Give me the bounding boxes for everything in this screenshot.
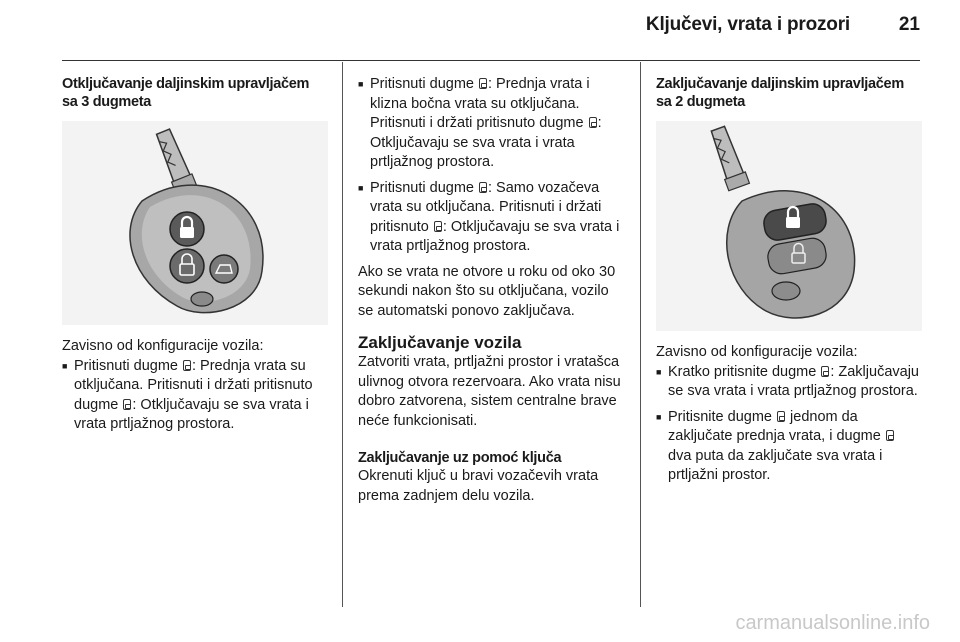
- list-item: ■ Pritisnite dugme jednom da zaključate prednja vrata, i dugme dva puta da zaključate sva vrata i prtljažni prostor.: [656, 408, 922, 486]
- sliding-door-button-icon: [479, 78, 487, 89]
- lock-button-icon: [777, 411, 785, 422]
- paragraph: Zatvoriti vrata, prtljažni prostor i vratašca ulivnog otvora rezervoara. Ako vrata nisu dobro zatvorena, sistem centralne brave neće funkcionisati.: [358, 354, 621, 429]
- remote-key-icon: [62, 121, 328, 325]
- column-middle: [358, 75, 626, 506]
- page-title: Ključevi, vrata i prozori: [645, 14, 850, 35]
- column-divider: [640, 62, 641, 607]
- paragraph: Okrenuti ključ u bravi vozačevih vrata prema zadnjem delu vozila.: [358, 468, 599, 504]
- unlock-button-icon: [183, 360, 191, 371]
- page-number: 21: [898, 14, 920, 35]
- remote-key-icon: [656, 121, 920, 331]
- paragraph: Zavisno od konfiguracije vozila:: [656, 344, 858, 360]
- paragraph: Ako se vrata ne otvore u roku od oko 30 sekundi nakon što su otključana, vozilo se automatski ponovo zaključava.: [358, 263, 616, 319]
- bullet-list: [656, 363, 922, 486]
- list-item: ■ Pritisnuti dugme : Samo vozačeva vrata su otključana. Pritisnuti i držati pritisnuto : Otključavaju se sva vrata i vrata prtljažnog prostora.: [358, 179, 626, 257]
- bullet-list: [62, 357, 328, 435]
- lock-button-icon: [886, 430, 894, 441]
- sliding-door-button-icon: [589, 117, 597, 128]
- section-heading: Zaključavanje vozila: [358, 333, 522, 352]
- unlock-button-icon: [123, 399, 131, 410]
- remote-3-button-illustration: [62, 121, 328, 325]
- watermark: carmanualsonline.info: [735, 612, 930, 634]
- column-left: [62, 75, 328, 435]
- section-heading: Zaključavanje daljinskim upravljačem sa 2 dugmeta: [656, 76, 904, 110]
- subsection-heading: Zaključavanje uz pomoć ključa: [358, 450, 562, 466]
- remote-2-button-illustration: [656, 121, 922, 331]
- header-divider: [62, 60, 920, 61]
- lock-button-icon: [821, 366, 829, 377]
- driver-door-button-icon: [434, 221, 442, 232]
- bullet-list: [358, 75, 626, 257]
- list-item: ■ Pritisnuti dugme : Prednja vrata i klizna bočna vrata su otključana. Pritisnuti i držati pritisnuto dugme : Otključavaju se sva vrata i vrata prtljažnog prostora.: [358, 75, 626, 173]
- list-item: ■ Kratko pritisnite dugme : Zaključavaju se sva vrata i vrata prtljažnog prostora.: [656, 363, 922, 402]
- column-right: [656, 75, 922, 486]
- list-item: ■ Pritisnuti dugme : Prednja vrata su otključana. Pritisnuti i držati pritisnuto dugme : Otključavaju se sva vrata i vrata prtljažnog prostora.: [62, 357, 328, 435]
- paragraph: Zavisno od konfiguracije vozila:: [62, 338, 264, 354]
- section-heading: Otključavanje daljinskim upravljačem sa 3 dugmeta: [62, 76, 310, 110]
- driver-door-button-icon: [479, 182, 487, 193]
- column-divider: [342, 62, 343, 607]
